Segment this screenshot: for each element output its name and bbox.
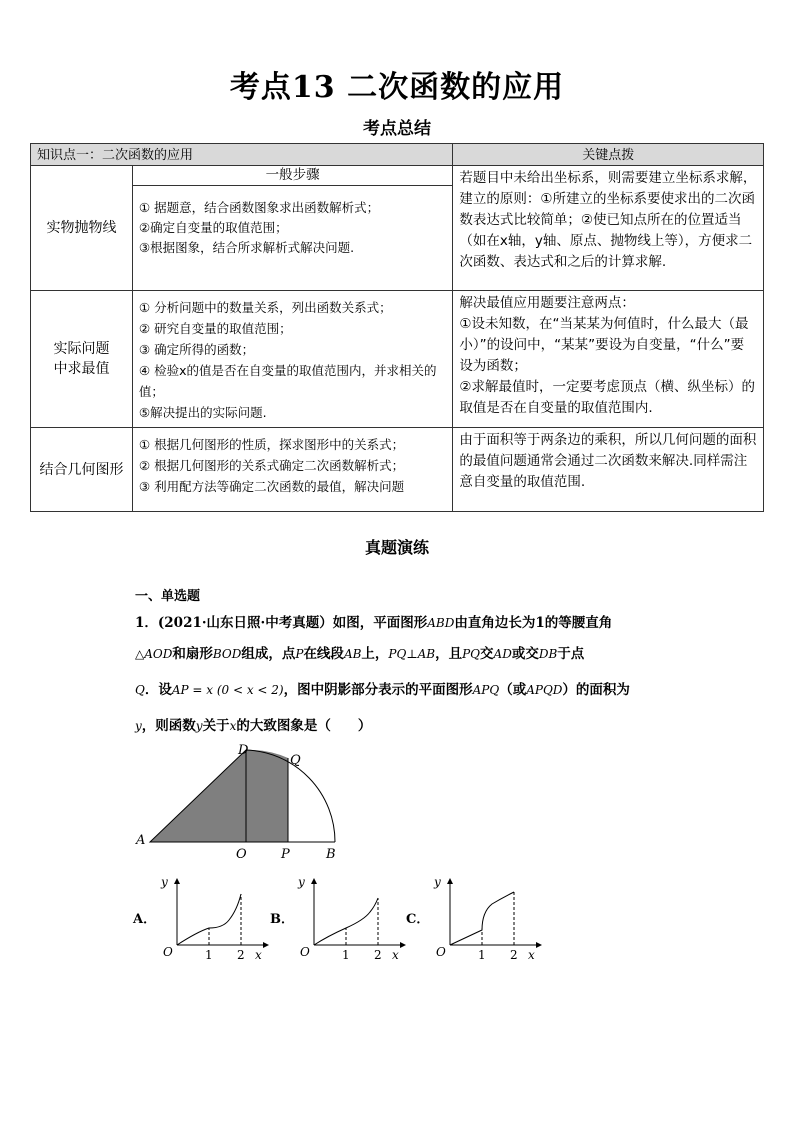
label-b: B [326,847,336,862]
svg-text:1: 1 [205,948,213,962]
svg-text:O: O [163,945,173,959]
steps-cell [132,428,453,512]
label-q: Q [290,753,301,768]
step: ③ 利用配方法等确定二次函数的最值，解决问题 [138,479,405,494]
key-cell [453,291,764,428]
label-d: D [238,743,249,758]
step: ③ 确定所得的函数； [138,342,255,357]
geometry-figure [130,740,350,865]
svg-text:O: O [300,945,310,959]
steps-cell [132,166,453,291]
svg-text:2: 2 [237,948,245,962]
question-line: 1．(2021·山东日照·中考真题）如图，平面图形ABD由直角边长为1的等腰直角 [135,615,613,631]
key-text: ①设未知数，在“当某某为何值时，什么最大（最小）”的设问中，“某某”要设为自变量，“什么”要设为函数； [459,316,749,374]
table-row [31,428,764,512]
steps-cell [132,291,453,428]
option-b-graph [292,870,412,962]
practice-title: 真题演练 [364,538,429,557]
svg-text:y: y [161,875,168,889]
option-a-graph [155,870,275,962]
svg-text:x: x [528,948,535,962]
svg-text:2: 2 [374,948,382,962]
key-text: 若题目中未给出坐标系，则需要建立坐标系求解，建立的原则：①所建立的坐标系要使求出的二次函数表达式比较简单；②使已知点所在的位置适当（如在x轴，y轴、原点、抛物线上等），方便求二次函数、表达式和之后的计算求解. [459,170,757,270]
option-b-label: B． [270,912,294,927]
question-type: 一、单选题 [135,589,201,604]
option-c-label: C． [406,912,430,927]
table-header-right: 关键点拨 [453,144,764,166]
table-header-left: 知识点一：二次函数的应用 [31,144,453,166]
svg-text:x: x [255,948,262,962]
step: ① 根据几何图形的性质，探求图形中的关系式； [138,437,405,452]
row-label: 实物抛物线 [31,166,133,291]
key-text: 由于面积等于两条边的乘积，所以几何问题的面积的最值问题通常会通过二次函数来解决.同样需注意自变量的取值范围. [459,432,757,490]
svg-text:1: 1 [478,948,486,962]
step: ① 分析问题中的数量关系，列出函数关系式； [138,300,392,315]
label-o: O [236,847,247,862]
question-line: △AOD和扇形BOD组成，点P在线段AB上，PQ⊥AB，且PQ交AD或交DB于点 [135,646,585,662]
svg-text:1: 1 [342,948,350,962]
key-cell [453,428,764,512]
label-a: A [136,833,146,848]
key-cell [453,166,764,291]
step: ② 研究自变量的取值范围； [138,321,292,336]
row-label: 结合几何图形 [31,428,133,512]
step: ① 据题意，结合函数图象求出函数解析式； [138,200,380,215]
table-row [31,166,764,291]
svg-text:2: 2 [510,948,518,962]
option-c-graph [428,870,548,962]
svg-text:O: O [436,945,446,959]
row-label: 实际问题中求最值 [31,291,133,428]
step: ② 根据几何图形的关系式确定二次函数解析式； [138,458,405,473]
question-line: y，则函数y关于x的大致图象是（ ） [135,718,372,734]
step: ④ 检验x的值是否在自变量的取值范围内，并求相关的值； [138,363,437,399]
svg-text:y: y [298,875,305,889]
shaded-triangle [150,750,246,842]
key-text: 解决最值应用题要注意两点： [459,295,635,311]
svg-text:y: y [434,875,441,889]
table-row [31,291,764,428]
step: ②确定自变量的取值范围； [138,220,288,235]
steps-head: 一般步骤 [133,166,453,186]
knowledge-table [30,143,764,512]
step: ③根据图象，结合所求解析式解决问题. [138,240,355,255]
option-a-label: A． [133,912,157,927]
page-title: 考点13 二次函数的应用 [229,70,565,105]
step: ⑤解决提出的实际问题. [138,405,267,420]
label-p: P [281,847,290,862]
section-subtitle: 考点总结 [363,119,431,139]
key-text: ②求解最值时，一定要考虑顶点（横、纵坐标）的取值是否在自变量的取值范围内. [459,379,756,416]
svg-text:x: x [392,948,399,962]
question-line: Q．设AP = x (0 < x < 2)，图中阴影部分表示的平面图形APQ（或APQD）的面积为 [135,682,630,698]
